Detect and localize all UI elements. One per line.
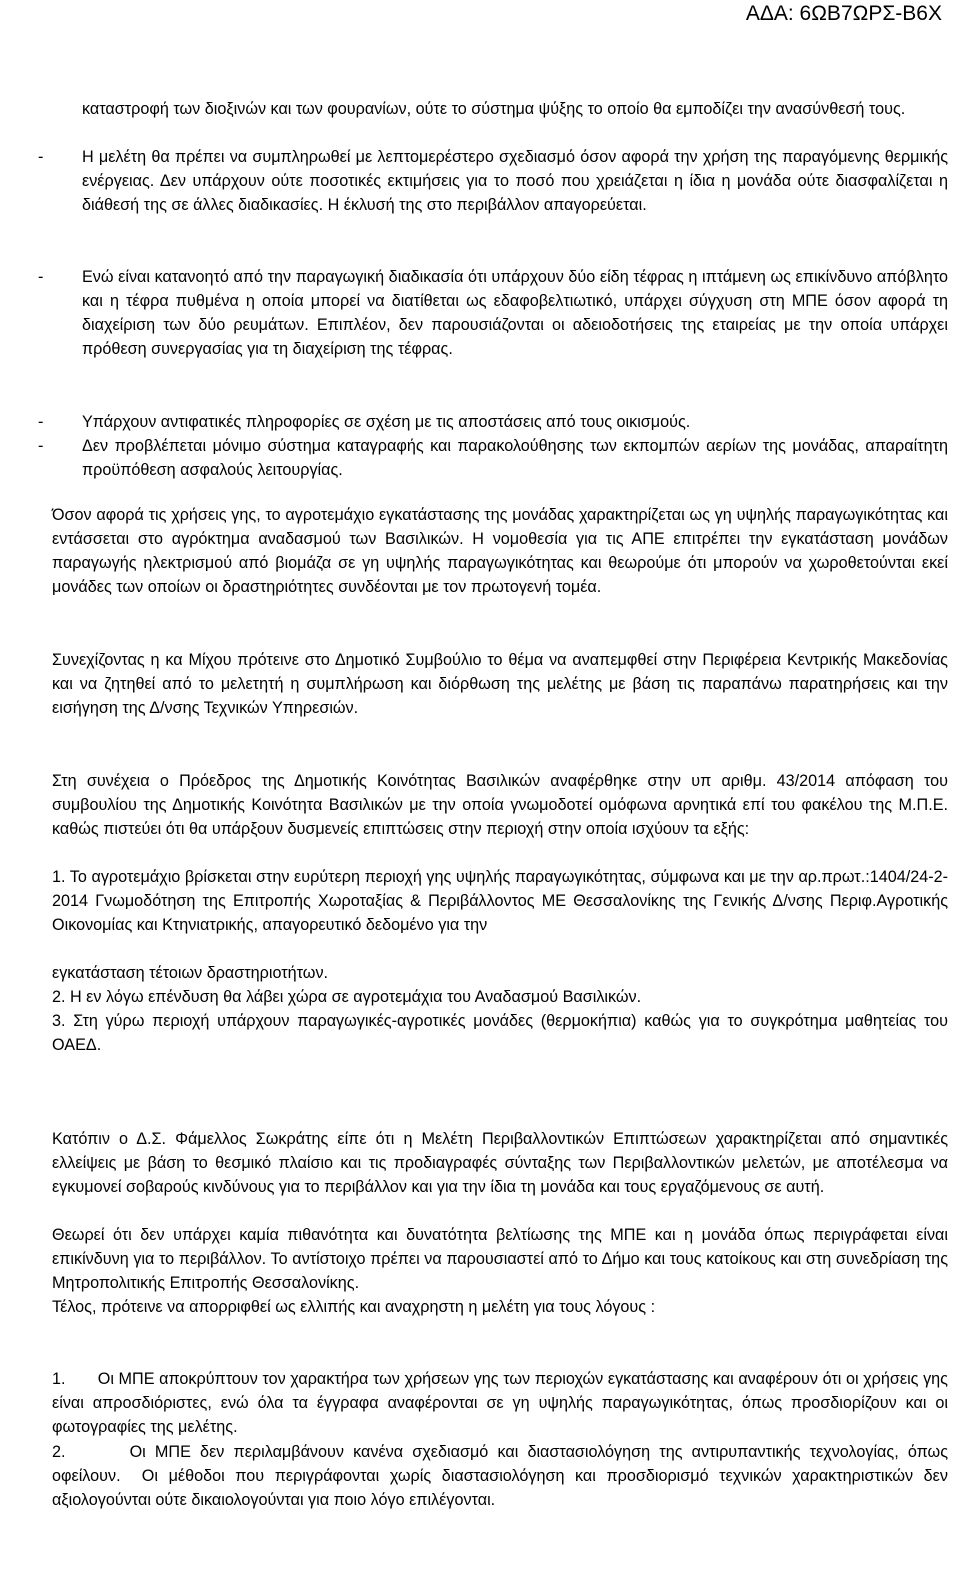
list-item-3: 3. Στη γύρω περιοχή υπάρχουν παραγωγικές-αγροτικές μονάδες (θερμοκήπια) καθώς για το συγκρότημα μαθητείας του ΟΑΕΔ.	[52, 1012, 948, 1054]
list-item-1-continuation: εγκατάσταση τέτοιων δραστηριοτήτων.	[52, 964, 329, 982]
list-item-2: 2. Η εν λόγω επένδυση θα λάβει χώρα σε αγροτεμάχια του Αναδασμού Βασιλικών.	[52, 988, 642, 1006]
paragraph-famellos-conclusion: Τέλος, πρότεινε να απορριφθεί ως ελλιπής και αναχρηστη η μελέτη για τους λόγους :	[52, 1298, 656, 1316]
paragraph-famellos-assessment: Θεωρεί ότι δεν υπάρχει καμία πιθανότητα και δυνατότητα βελτίωσης της ΜΠΕ και η μονάδα όπως περιγράφεται είναι επικίνδυνη για το περιβάλλον. Το αντίστοιχο πρέπει να παρουσιαστεί από το Δήμο και τους κατοίκους και στη συνεδρίαση της Μητροπολιτικής Επιτροπής Θεσσαλονίκης.	[52, 1226, 948, 1292]
paragraph-michou-proposal: Συνεχίζοντας η κα Μίχου πρότεινε στο Δημοτικό Συμβούλιο το θέμα να αναπεμφθεί στην Περιφέρεια Κεντρικής Μακεδονίας και να ζητηθεί από το μελετητή η συμπλήρωση και διόρθωση της μελέτης με βάση τις παραπάνω παρατηρήσεις και την εισήγηση της Δ/νσης Τεχνικών Υπηρεσιών.	[52, 651, 948, 717]
paragraph-famellos: Κατόπιν ο Δ.Σ. Φάμελλος Σωκράτης είπε ότι η Μελέτη Περιβαλλοντικών Επιπτώσεων χαρακτηρίζεται από σημαντικές ελλείψεις με βάση το θεσμικό πλαίσιο και τις προδιαγραφές σύνταξης των Περιβαλλοντικών μελετών, με αποτέλεσμα να εγκυμονεί σοβαρούς κινδύνους για το περιβάλλον και για την ίδια τη μονάδα και τους εργαζόμενους σε αυτή.	[52, 1130, 948, 1196]
paragraph-land-use: Όσον αφορά τις χρήσεις γης, το αγροτεμάχιο εγκατάστασης της μονάδας χαρακτηρίζεται ως γη υψηλής παραγωγικότητας και εντάσσεται στο αγρόκτημα αναδασμού των Βασιλικών. Η νομοθεσία για τις ΑΠΕ επιτρέπει την εγκατάσταση μονάδων παραγωγής ηλεκτρισμού από βιομάζα σε γη υψηλής παραγωγικότητας και θεωρούμε ότι μπορούν να χωροθετούνται εκεί μονάδες των οποίων οι δραστηριότητες συνδέονται με τον πρωτογενή τομέα.	[52, 506, 948, 596]
bullet-continuation: καταστροφή των διοξινών και των φουρανίων, ούτε το σύστημα ψύξης το οποίο θα εμποδίζει την ανασύνθεσή τους.	[82, 100, 906, 118]
numbered-reason-1: 1. Οι ΜΠΕ αποκρύπτουν τον χαρακτήρα των χρήσεων γης των περιοχών εγκατάστασης και αναφέρουν ότι οι χρήσεις γης είναι απροσδιόριστες, ενώ όλα τα έγγραφα αναφέρονται σε γη υψηλής παραγωγικότητας, όπως προσδιορίζουν και οι φωτογραφίες της μελέτης.	[52, 1370, 948, 1436]
bullet-item: Η μελέτη θα πρέπει να συμπληρωθεί με λεπτομερέστερο σχεδιασμό όσον αφορά την χρήση της παραγόμενης θερμικής ενέργειας. Δεν υπάρχουν ούτε ποσοτικές εκτιμήσεις για το ποσό που χρειάζεται η ίδια η μονάδα ούτε διασφαλίζεται η διάθεσή της σε άλλες διαδικασίες. Η έκλυσή της στο περιβάλλον απαγορεύεται.	[82, 148, 948, 214]
bullet-dash: -	[38, 437, 44, 455]
bullet-item: Υπάρχουν αντιφατικές πληροφορίες σε σχέση με τις αποστάσεις από τους οικισμούς.	[82, 413, 691, 431]
ada-code: ΑΔΑ: 6ΩΒ7ΩΡΣ-Β6Χ	[745, 2, 942, 25]
bullet-dash: -	[38, 148, 44, 166]
bullet-dash: -	[38, 268, 44, 286]
bullet-dash: -	[38, 413, 44, 431]
bullet-item: Δεν προβλέπεται μόνιμο σύστημα καταγραφής και παρακολούθησης των εκπομπών αερίων της μονάδας, απαραίτητη προϋπόθεση ασφαλούς λειτουργίας.	[82, 437, 948, 479]
numbered-reason-2: 2. Οι ΜΠΕ δεν περιλαμβάνουν κανένα σχεδιασμό και διαστασιολόγηση της αντιρυπαντικής τεχνολογίας, όπως οφείλουν. Οι μέθοδοι που περιγράφονται χωρίς διαστασιολόγηση και προσδιορισμό τεχνικών χαρακτηριστικών δεν αξιολογούνται ούτε δικαιολογούνται για ποιο λόγο επιλέγονται.	[52, 1443, 948, 1509]
paragraph-community-president: Στη συνέχεια ο Πρόεδρος της Δημοτικής Κοινότητας Βασιλικών αναφέρθηκε στην υπ αριθμ. 43/2014 απόφαση του συμβουλίου της Δημοτικής Κοινότητα Βασιλικών με την οποία γνωμοδοτεί ομόφωνα αρνητικά επί του φακέλου της Μ.Π.Ε. καθώς πιστεύει ότι θα υπάρξουν δυσμενείς επιπτώσεις στην περιοχή στην οποία ισχύουν τα εξής:	[52, 772, 948, 838]
list-item-1: 1. Το αγροτεμάχιο βρίσκεται στην ευρύτερη περιοχή γης υψηλής παραγωγικότητας, σύμφωνα και με την αρ.πρωτ.:1404/24-2-2014 Γνωμοδότηση της Επιτροπής Χωροταξίας & Περιβάλλοντος ΜΕ Θεσσαλονίκης της Γενικής Δ/νσης Περιφ.Αγροτικής Οικονομίας και Κτηνιατρικής, απαγορευτικό δεδομένο για την	[52, 868, 948, 934]
bullet-item: Ενώ είναι κατανοητό από την παραγωγική διαδικασία ότι υπάρχουν δύο είδη τέφρας η ιπτάμενη ως επικίνδυνο απόβλητο και η τέφρα πυθμένα η οποία μπορεί να διατίθεται ως εδαφοβελτιωτικό, υπάρχει σύγχυση στη ΜΠΕ όσον αφορά τη διαχείριση των δύο ρευμάτων. Επιπλέον, δεν παρουσιάζονται οι αδειοδοτήσεις της εταιρείας με την οποία υπάρχει πρόθεση συνεργασίας για τη διαχείριση της τέφρας.	[82, 268, 948, 358]
